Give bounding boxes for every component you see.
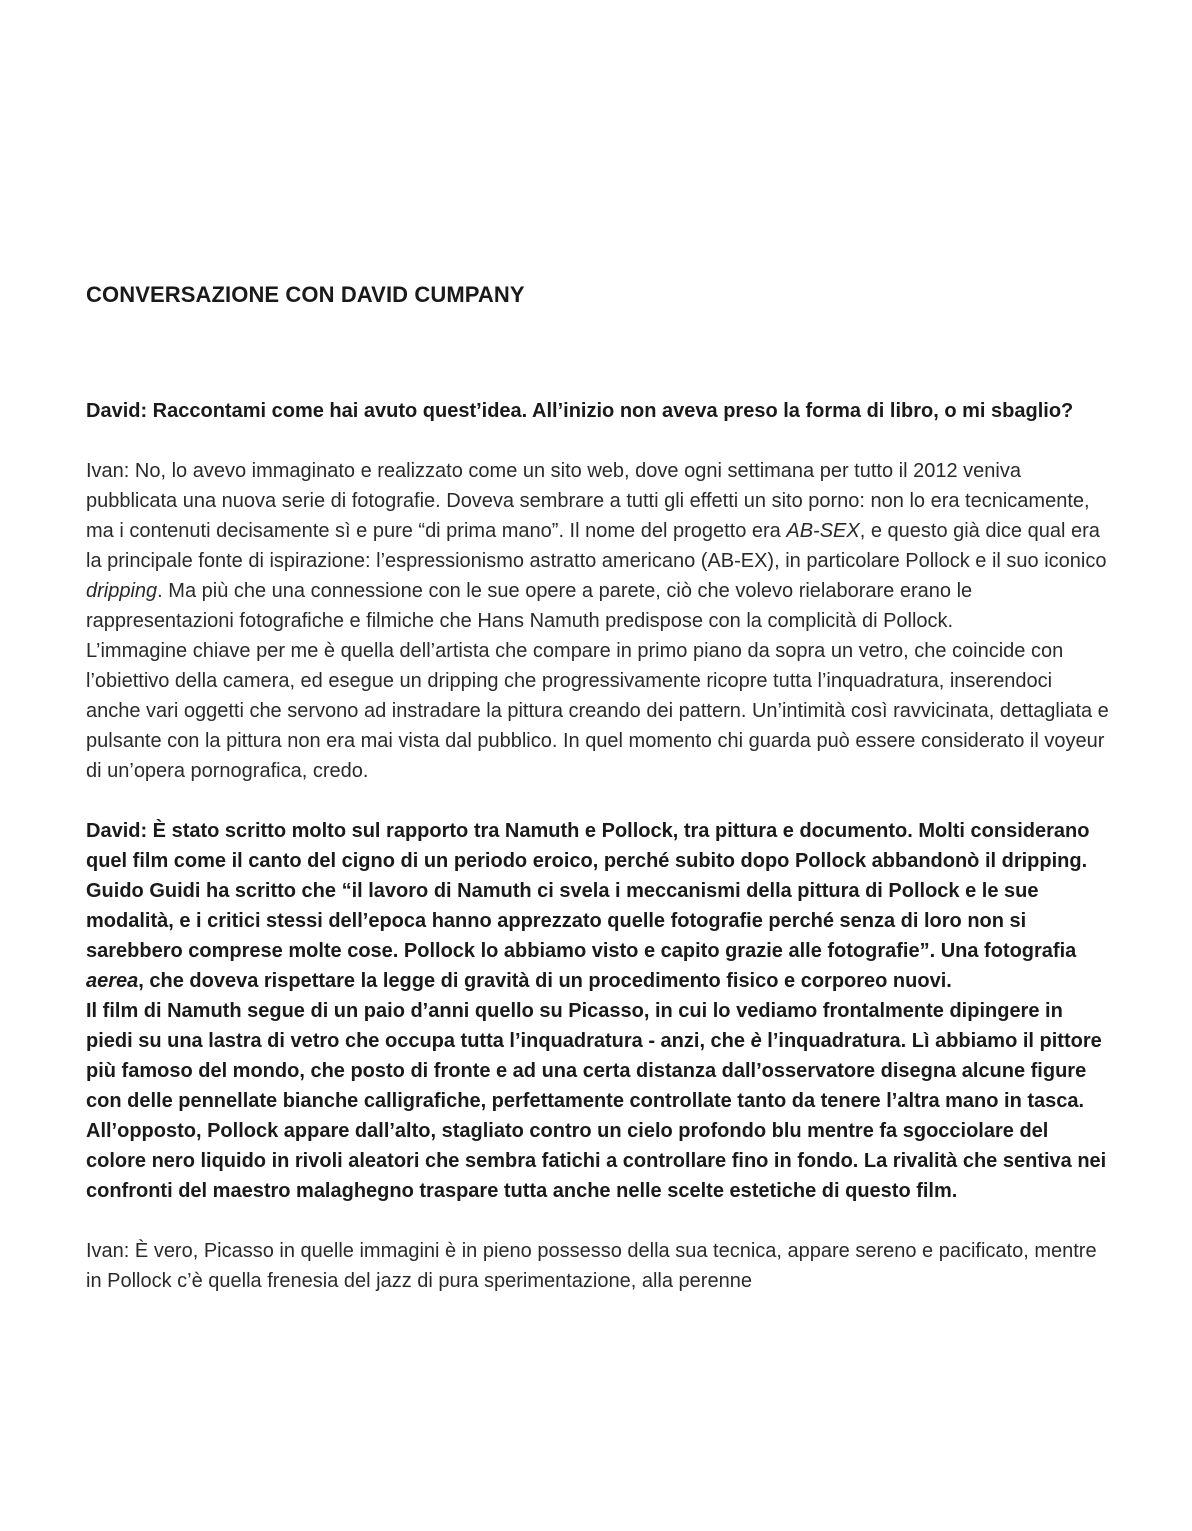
emphasis-text: dripping	[86, 580, 158, 602]
emphasis-text: è	[750, 1030, 762, 1052]
paragraph-gap	[86, 426, 1112, 456]
paragraph-gap	[86, 786, 1112, 816]
text-run: , che doveva rispettare la legge di gravità di un procedimento fisico e corporeo nuovi.	[138, 970, 952, 992]
paragraph-gap	[86, 1206, 1112, 1236]
question-paragraph: David: Raccontami come hai avuto quest’idea. All’inizio non aveva preso la forma di libro, o mi sbaglio?	[86, 400, 1074, 422]
answer-paragraph: L’immagine chiave per me è quella dell’artista che compare in primo piano da sopra un vetro, che coincide con l’obiettivo della camera, ed esegue un dripping che progressivamente ricopre tutta l’inquadratura, inserendoci anche vari oggetti che servono ad instradare la pittura creando dei pattern. Un’intimità così ravvicinata, dettagliata e pulsante con la pittura non era mai vista dal pubblico. In quel momento chi guarda può essere considerato il voyeur di un’opera pornografica, credo.	[86, 640, 1109, 782]
text-run: l’inquadratura. Lì abbiamo il pittore più famoso del mondo, che posto di fronte e ad una certa distanza dall’osservatore disegna alcune figure con delle pennellate bianche calligrafiche, perfettamente controllate tanto da tenere l’altra mano in tasca. All’opposto, Pollock appare dall’alto, stagliato contro un cielo profondo blu mentre fa sgocciolare del colore nero liquido in rivoli aleatori che sembra fatichi a controllare fino in fondo. La rivalità che sentiva nei confronti del maestro malaghegno traspare tutta anche nelle scelte estetiche di questo film.	[86, 1030, 1107, 1202]
question-paragraph	[86, 996, 1112, 1206]
text-run: . Ma più che una connessione con le sue opere a parete, ciò che volevo rielaborare erano le rappresentazioni fotografiche e filmiche che Hans Namuth predispose con la complicità di Pollock.	[86, 580, 973, 632]
interview-body	[86, 396, 1112, 1296]
answer-paragraph: Ivan: È vero, Picasso in quelle immagini è in pieno possesso della sua tecnica, appare sereno e pacificato, mentre in Pollock c’è quella frenesia del jazz di pura sperimentazione, alla perenne	[86, 1240, 1097, 1292]
text-run: Il film di Namuth segue di un paio d’anni quello su Picasso, in cui lo vediamo frontalmente dipingere in piedi su una lastra di vetro che occupa tutta l’inquadratura - anzi, che	[86, 1000, 1063, 1052]
answer-paragraph	[86, 456, 1112, 636]
emphasis-text: aerea	[86, 970, 139, 992]
emphasis-text: AB-SEX	[786, 520, 860, 542]
text-run: Ivan: No, lo avevo immaginato e realizzato come un sito web, dove ogni settimana per tutto il 2012 veniva pubblicata una nuova serie di fotografie. Doveva sembrare a tutti gli effetti un sito porno: non lo era tecnicamente, ma i contenuti decisamente sì e pure “di prima mano”. Il nome del progetto era	[86, 460, 1090, 542]
text-run: David: È stato scritto molto sul rapporto tra Namuth e Pollock, tra pittura e documento. Molti considerano quel film come il canto del cigno di un periodo eroico, perché subito dopo Pollock abbandonò il dripping. Guido Guidi ha scritto che “il lavoro di Namuth ci svela i meccanismi della pittura di Pollock e le sue modalità, e i critici stessi dell’epoca hanno apprezzato quelle fotografie perché senza di loro non si sarebbero comprese molte cose. Pollock lo abbiamo visto e capito grazie alle fotografie”. Una fotografia	[86, 820, 1090, 962]
text-run: , e questo già dice qual era la principale fonte di ispirazione: l’espressionismo astratto americano (AB-EX), in particolare Pollock e il suo iconico	[86, 520, 1107, 572]
question-paragraph	[86, 816, 1112, 996]
document-title: CONVERSAZIONE CON DAVID CUMPANY	[86, 282, 525, 307]
